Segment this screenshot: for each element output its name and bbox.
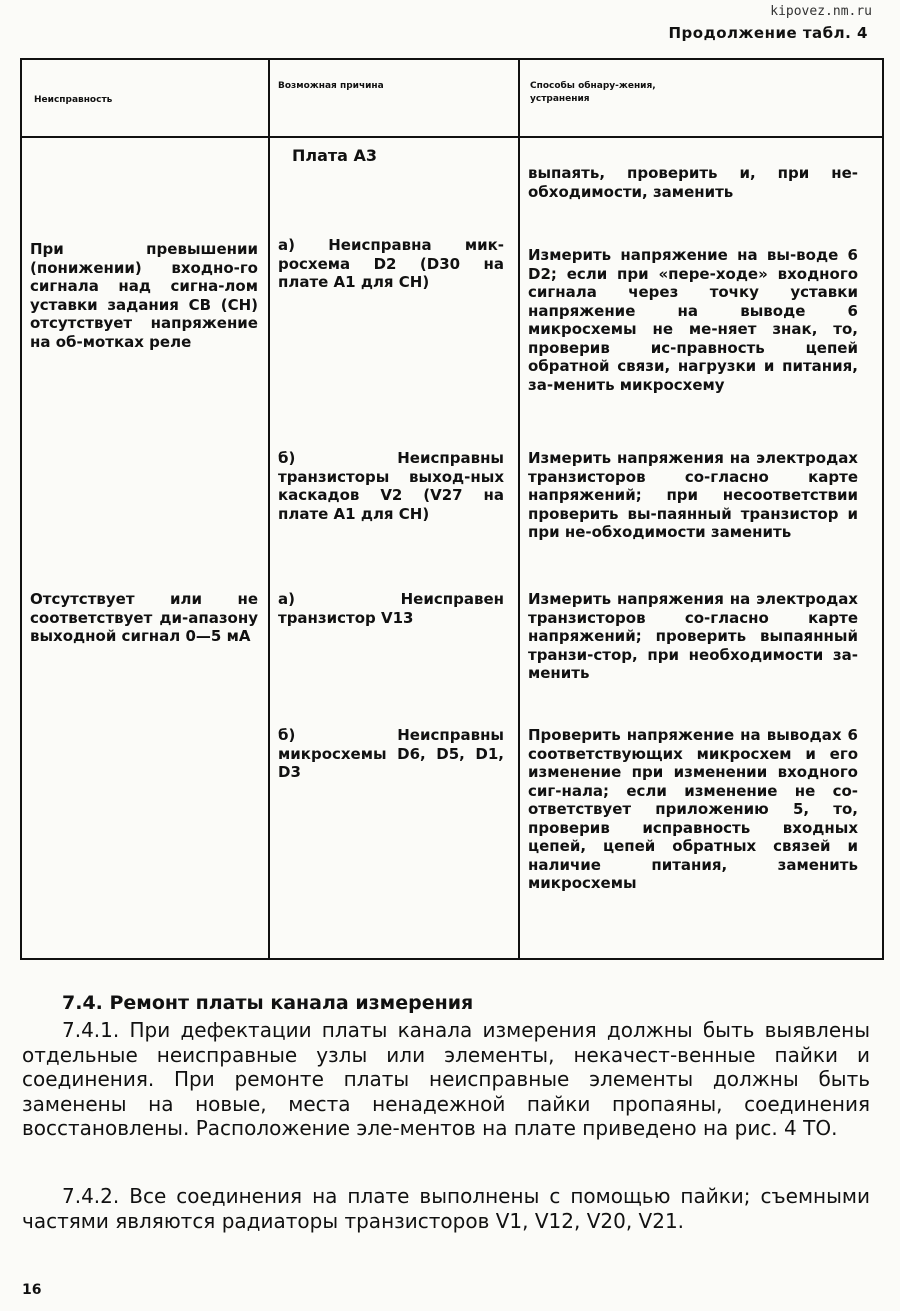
fault-2: Отсутствует или не соответствует ди-апазону выходной сигнал 0—5 мА (30, 590, 258, 645)
cause-2b: б) Неисправны микросхемы D6, D5, D1, D3 (278, 726, 504, 781)
table-continuation-label: Продолжение табл. 4 (668, 24, 868, 42)
header-fault: Неисправность (34, 95, 113, 105)
method-2b: Проверить напряжение на выводах 6 соответствующих микросхем и его изменение при изменении входного сиг-нала; если изменение не со-ответствует приложению 5, то, проверив исправность входных цепей, цепей обратных связей и наличие питания, заменить микросхемы (528, 726, 858, 892)
cause-1b: б) Неисправны транзисторы выход-ных каскадов V2 (V27 на плате А1 для СН) (278, 449, 504, 523)
paragraph-7-4-1: 7.4.1. При дефектации платы канала измерения должны быть выявлены отдельные неисправные узлы или элементы, некачест-венные пайки и соединения. При ремонте платы неисправные элементы должны быть заменены на новые, места ненадежной пайки пропаяны, соединения восстановлены. Расположение эле-ментов на плате приведено на рис. 4 ТО. (22, 1018, 870, 1140)
site-url: kipovez.nm.ru (770, 4, 872, 19)
board-label: Плата А3 (292, 146, 378, 165)
fault-table (20, 58, 884, 960)
header-cause: Возможная причина (278, 81, 384, 91)
cause-2a: а) Неисправен транзистор V13 (278, 590, 504, 627)
cause-1a: а) Неисправна мик-росхема D2 (D30 на плате А1 для СН) (278, 236, 504, 291)
header-divider (22, 136, 882, 138)
column-divider (268, 60, 270, 958)
column-divider (518, 60, 520, 958)
row0-method: выпаять, проверить и, при не-обходимости, заменить (528, 164, 858, 201)
method-1b: Измерить напряжения на электродах транзисторов со-гласно карте напряжений; при несоответствии проверить вы-паянный транзистор и при не-обходимости заменить (528, 449, 858, 541)
method-2a: Измерить напряжения на электродах транзисторов со-гласно карте напряжений; проверить выпаянный транзи-стор, при необходимости за-менить (528, 590, 858, 682)
header-method: Способы обнару-жения, устранения (530, 81, 656, 104)
method-1a: Измерить напряжение на вы-воде 6 D2; если при «пере-ходе» входного сигнала через точку уставки напряжение на выводе 6 микросхемы не ме-няет знак, то, проверив ис-правность цепей обратной связи, нагрузки и питания, за-менить микросхему (528, 246, 858, 394)
section-title: 7.4. Ремонт платы канала измерения (62, 992, 474, 1014)
paragraph-7-4-2: 7.4.2. Все соединения на плате выполнены с помощью пайки; съемными частями являются радиаторы транзисторов V1, V12, V20, V21. (22, 1184, 870, 1233)
page-number: 16 (22, 1282, 42, 1298)
fault-1: При превышении (понижении) входно-го сигнала над сигна-лом уставки задания СВ (СН) отсутствует напряжение на об-мотках реле (30, 240, 258, 351)
